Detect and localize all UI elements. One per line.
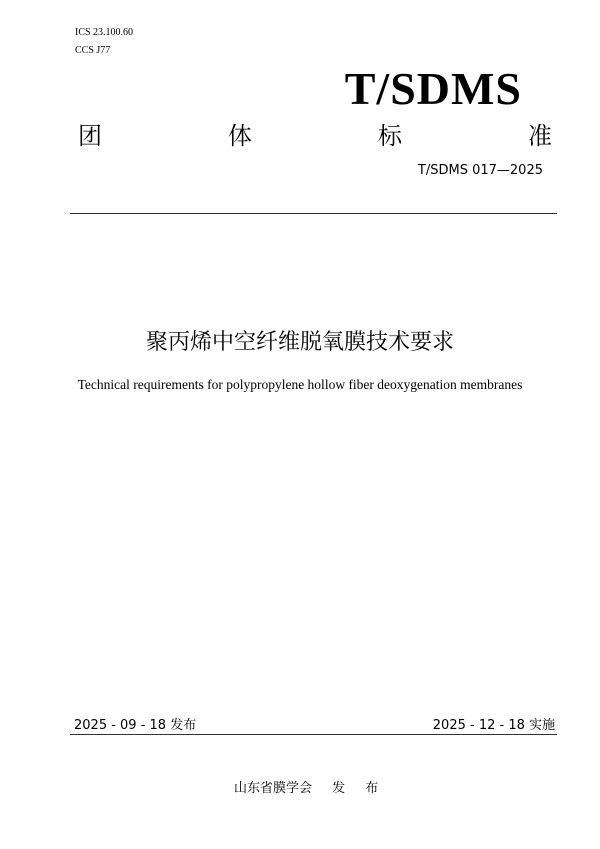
banner-char: 准 [528,122,552,150]
publish-date: 2025 - 09 - 18 发布 [74,718,197,733]
title-english: Technical requirements for polypropylene hollow fiber deoxygenation membranes [77,377,523,392]
standard-number: T/SDMS 017—2025 [417,163,543,178]
top-divider [70,213,557,214]
ics-code: ICS 23.100.60 [75,27,134,38]
publisher: 山东省膜学会 发 布 [234,781,379,796]
banner-char: 团 [78,122,102,150]
title-chinese: 聚丙烯中空纤维脱氧膜技术要求 [145,330,454,355]
bottom-divider [70,734,557,735]
ccs-code: CCS J77 [75,45,111,56]
standard-logo: T/SDMS [344,63,522,114]
banner-char: 体 [228,122,252,150]
implementation-date: 2025 - 12 - 18 实施 [432,718,555,733]
standard-type-banner [78,116,552,151]
banner-char: 标 [378,122,402,150]
